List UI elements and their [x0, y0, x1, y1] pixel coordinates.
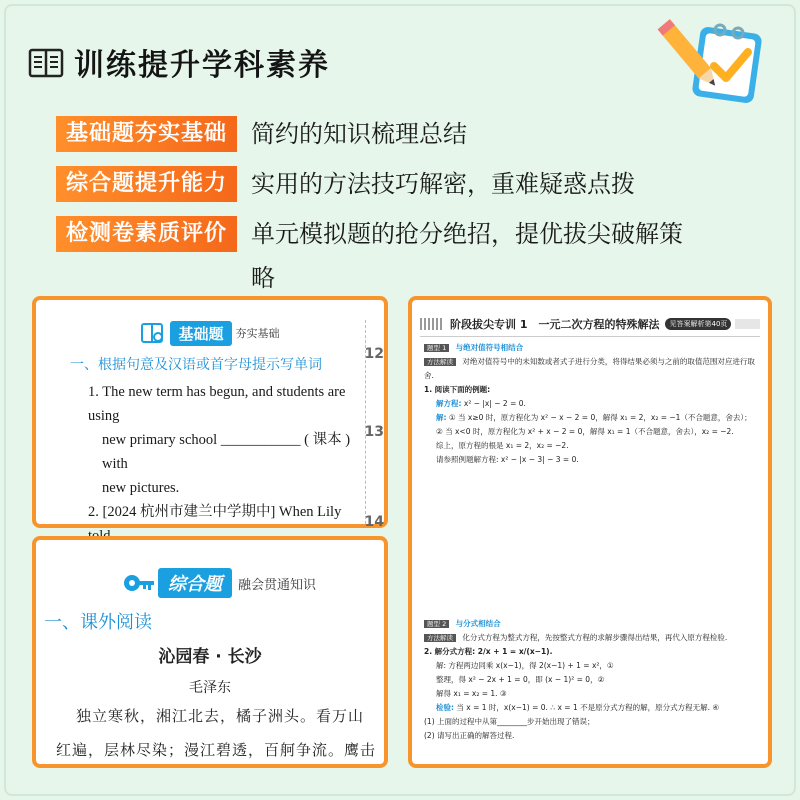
- section-heading: 一、根据句意及汉语或首字母提示写单词: [70, 357, 322, 373]
- question-text: 1. 阅读下面的例题:: [424, 385, 491, 394]
- feature-desc: 单元模拟题的抢分绝招，提优拔尖破解策略: [251, 220, 684, 292]
- type-chip: 题型 2: [424, 620, 449, 628]
- solve-label: 解:: [436, 413, 447, 422]
- panel-heading: [36, 568, 384, 598]
- type-chip: 题型 1: [424, 344, 449, 352]
- feature-row-test: [56, 216, 701, 300]
- method-text: 对绝对值符号中的未知数或者式子进行分类，将得结果必须与之前的取值范围对应进行取舍.: [424, 357, 755, 380]
- page-title: 训练提升学科素养: [74, 48, 330, 83]
- exam-title: 阶段拔尖专训 1 一元二次方程的特殊解法: [450, 318, 660, 331]
- key-icon: [122, 570, 156, 596]
- method-note: [412, 355, 768, 383]
- comprehensive-sample-panel: [32, 536, 388, 768]
- page-number: 13: [364, 424, 384, 440]
- poem-title: 沁园春 · 长沙: [158, 647, 262, 667]
- question-line: new pictures.: [102, 480, 180, 496]
- method-text: 化分式方程为整式方程，先按整式方程的求解步骤得出结果，再代入原方程检验.: [462, 633, 728, 642]
- example-label: 解方程:: [436, 399, 462, 408]
- solution-line: [412, 701, 768, 715]
- example-text: x² − |x| − 2 = 0.: [463, 399, 526, 408]
- question-line: 1. The new term has begun, and students are using: [88, 384, 346, 424]
- book-search-icon: [140, 320, 166, 346]
- answer-space: [412, 467, 768, 617]
- section-subtitle: 融会贯通知识: [238, 577, 317, 593]
- type-title: 与绝对值符号相结合: [455, 343, 524, 352]
- solution-line: 请参照例题解方程: x² − |x − 3| − 3 = 0.: [436, 455, 579, 464]
- type-heading: [412, 341, 768, 355]
- feature-badge: 综合题提升能力: [56, 166, 237, 202]
- feature-badge: 检测卷素质评价: [56, 216, 237, 252]
- feature-desc: 简约的知识梳理总结: [251, 120, 468, 148]
- header-bar: [735, 319, 760, 329]
- section-badge: 基础题: [170, 321, 231, 346]
- type-title: 与分式相结合: [455, 619, 501, 628]
- section-subtitle: 夯实基础: [235, 327, 280, 340]
- question-text: 2. 解分式方程: 2/x + 1 = x/(x−1).: [424, 647, 553, 656]
- type-heading: [412, 617, 768, 631]
- basic-sample-panel: [32, 296, 388, 528]
- panel-heading: [420, 316, 760, 337]
- solution-line: 整理，得 x² − 2x + 1 = 0，即 (x − 1)² = 0，②: [436, 675, 605, 684]
- page-number: 14: [364, 514, 384, 530]
- sub-question: (2) 请写出正确的解答过程.: [424, 731, 515, 740]
- check-label: 检验:: [436, 703, 454, 712]
- exam-sample-panel: [408, 296, 772, 768]
- question-line: 2. [2024 杭州市建兰中学期中] When Lily: [88, 504, 342, 520]
- feature-desc: 实用的方法技巧解密，重难疑惑点拨: [251, 170, 636, 198]
- feature-row-basic: [56, 116, 701, 156]
- method-note: [412, 631, 768, 645]
- sub-question: (1) 上面的过程中从第________步开始出现了错误；: [424, 717, 595, 726]
- poem-author: 毛泽东: [189, 680, 231, 696]
- section-heading: 一、课外阅读: [44, 612, 152, 633]
- section-badge: 综合题: [158, 568, 232, 598]
- method-chip: 方法解读: [424, 634, 456, 642]
- feature-row-comprehensive: [56, 166, 701, 206]
- solution-line: 综上，原方程的根是 x₁ = 2，x₂ = −2.: [436, 441, 569, 450]
- solution-line: 解得 x₁ = x₂ = 1. ③: [436, 689, 507, 698]
- example-line: [412, 397, 768, 411]
- solution-line: [412, 411, 768, 425]
- solution-text: 当 x = 1 时，x(x−1) = 0. ∴ x = 1 不是原分式方程的解，原分式方程无解. ④: [456, 703, 720, 712]
- stripes-decoration: [420, 318, 444, 330]
- solution-line: ② 当 x<0 时，原方程化为 x² + x − 2 = 0，解得 x₁ = 1（不合题意，舍去），x₂ = −2.: [436, 427, 734, 436]
- question-line: new primary school ___________ ( 课本 ) with: [102, 432, 351, 472]
- poem-line: 红遍，层林尽染；漫江碧透，百舸争流。鹰击: [56, 741, 377, 759]
- method-chip: 方法解读: [424, 358, 456, 366]
- solution-line: 解: 方程两边同乘 x(x−1)，得 2(x−1) + 1 = x²，①: [436, 661, 614, 670]
- panel-heading: [36, 320, 384, 346]
- page-number: 12: [364, 346, 384, 362]
- book-icon: [28, 44, 64, 80]
- poem-line: 独立寒秋，湘江北去，橘子洲头。看万山: [76, 707, 365, 725]
- answer-tag: 见答案解析第40页: [665, 318, 731, 330]
- solution-text: ① 当 x≥0 时，原方程化为 x² − x − 2 = 0，解得 x₁ = 2，x₂ = −1（不合题意，舍去）；: [448, 413, 752, 422]
- feature-badge: 基础题夯实基础: [56, 116, 237, 152]
- notepad-pencil-icon: [662, 8, 772, 118]
- header: [28, 40, 330, 84]
